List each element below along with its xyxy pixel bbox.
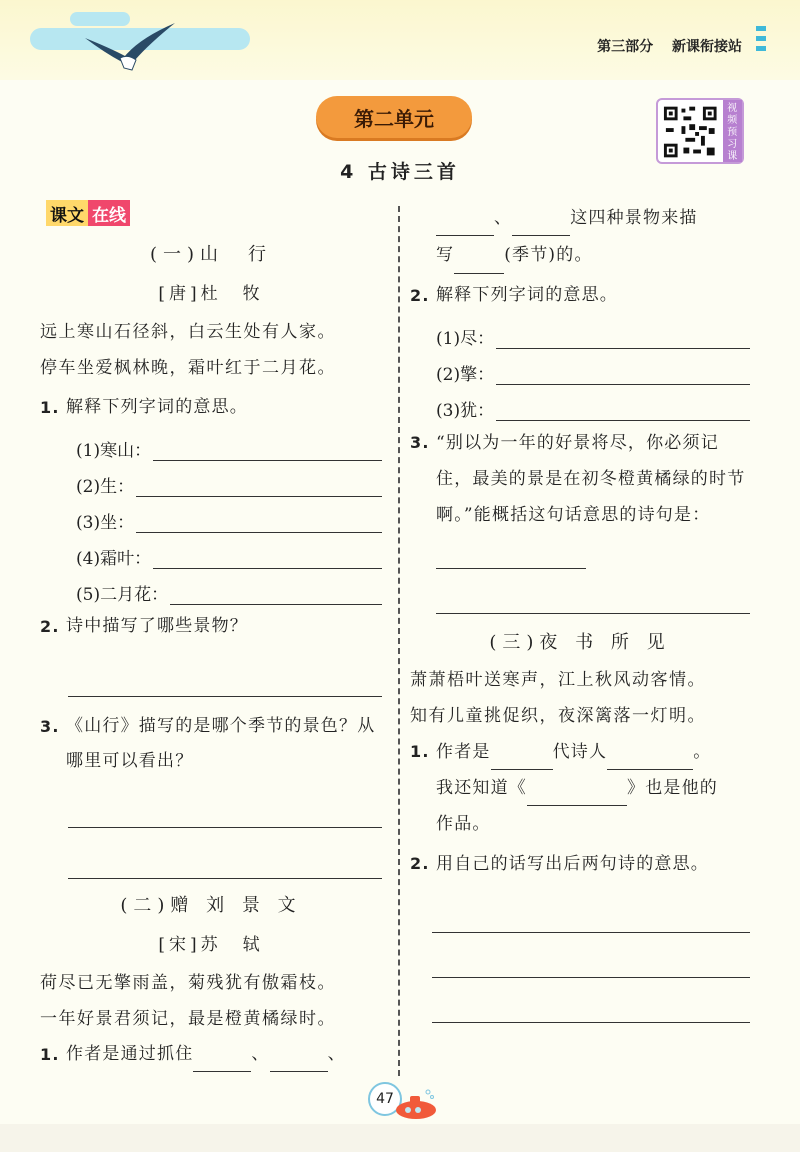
sub-question-label: (3)坐： — [76, 513, 135, 533]
answer-line[interactable] — [432, 977, 750, 978]
question — [40, 390, 382, 425]
question-number: 1. — [40, 1045, 60, 1064]
page-number: 47 — [368, 1082, 402, 1116]
question-text: 我还知道《 — [436, 778, 527, 798]
column-divider — [398, 206, 400, 1076]
answer-blank[interactable] — [436, 549, 586, 569]
answer-line[interactable] — [153, 547, 382, 569]
question-number: 1. — [40, 398, 60, 417]
question-continued — [410, 200, 750, 236]
sub-question-label: (5)二月花： — [76, 585, 169, 605]
poem-line: 远上寒山石径斜，白云生处有人家。 — [40, 322, 336, 342]
question — [40, 609, 382, 644]
sub-question-label: (4)霜叶： — [76, 549, 152, 569]
answer-line[interactable] — [496, 363, 750, 385]
answer-line[interactable] — [496, 399, 750, 421]
sub-question — [40, 569, 382, 605]
sub-question — [410, 313, 750, 349]
sub-question — [40, 497, 382, 533]
answer-line[interactable] — [170, 583, 382, 605]
question-text: 用自己的话写出后两句诗的意思。 — [436, 854, 709, 874]
sub-question-label: (1)寒山： — [76, 441, 152, 461]
question — [410, 425, 750, 569]
answer-line[interactable] — [496, 327, 750, 349]
poem-line: 知有儿童挑促织，夜深篱落一灯明。 — [410, 706, 706, 726]
right-column — [410, 200, 750, 1023]
sub-question — [40, 533, 382, 569]
question-number: 2. — [40, 617, 60, 636]
question-text: 作者是 — [436, 742, 491, 762]
header-part: 第三部分 — [597, 39, 654, 55]
sub-question — [410, 349, 750, 385]
question-text: (季节)的。 — [504, 245, 593, 265]
question-number: 2. — [410, 854, 430, 873]
question — [410, 734, 750, 842]
sub-question-label: (1)尽： — [436, 329, 495, 349]
submarine-icon — [392, 1088, 440, 1122]
poem-line: 萧萧梧叶送寒声，江上秋风动客情。 — [410, 670, 706, 690]
footer-band — [0, 1124, 800, 1152]
question-text: 写 — [436, 245, 455, 265]
header-band — [0, 0, 800, 80]
answer-line[interactable] — [68, 696, 382, 697]
answer-line[interactable] — [68, 827, 382, 828]
answer-line[interactable] — [436, 613, 750, 614]
answer-line[interactable] — [153, 439, 382, 461]
qr-label: 视频预习课 — [723, 100, 742, 162]
answer-line[interactable] — [136, 475, 382, 497]
question-text: 解释下列字词的意思。 — [66, 397, 248, 417]
answer-blank[interactable] — [607, 750, 693, 770]
question-continued — [410, 236, 750, 274]
sub-question-label: (2)擎： — [436, 365, 495, 385]
question-text: 这四种景物来描 — [570, 208, 698, 228]
answer-blank[interactable] — [454, 254, 504, 274]
question-text: 》也是他的 — [627, 778, 718, 798]
poem-line: 一年好景君须记，最是橙黄橘绿时。 — [40, 1009, 336, 1029]
sub-question — [410, 385, 750, 421]
sub-question-label: (2)生： — [76, 477, 135, 497]
unit-title: 第二单元 — [316, 96, 472, 138]
question-text: 。 — [693, 742, 712, 762]
question — [410, 278, 750, 313]
question-text: 代诗人 — [552, 742, 608, 762]
section-tag — [46, 200, 130, 226]
answer-line[interactable] — [136, 511, 382, 533]
header-text — [583, 36, 742, 56]
qr-code[interactable] — [656, 98, 744, 164]
separator: 、 — [494, 208, 513, 228]
question-number: 3. — [410, 433, 430, 452]
poem-title: (二)赠 刘 景 文 — [120, 895, 302, 916]
seagull-icon — [80, 18, 180, 78]
question — [40, 1037, 382, 1072]
bracket-icon — [754, 24, 770, 54]
question-text: 诗中描写了哪些景物？ — [66, 616, 248, 636]
poem-line: 停车坐爱枫林晚，霜叶红于二月花。 — [40, 358, 336, 378]
question-text: 作品。 — [436, 814, 491, 834]
sub-question — [40, 425, 382, 461]
section-tag-part2: 在线 — [88, 200, 130, 226]
answer-blank[interactable] — [491, 750, 553, 770]
qr-code-icon — [662, 104, 719, 160]
poem-title: (三)夜 书 所 见 — [489, 632, 671, 653]
separator: 、 — [251, 1044, 270, 1064]
answer-blank[interactable] — [527, 786, 627, 806]
lesson-title: 4 古诗三首 — [340, 161, 460, 183]
question — [40, 709, 382, 779]
poem-author: [唐]杜 牧 — [158, 284, 264, 304]
sub-question-label: (3)犹： — [436, 401, 495, 421]
answer-line[interactable] — [432, 932, 750, 933]
question-text: 作者是通过抓住 — [66, 1044, 194, 1064]
answer-line[interactable] — [68, 878, 382, 879]
left-column — [40, 236, 382, 1072]
question-number: 1. — [410, 742, 430, 761]
section-tag-part1: 课文 — [46, 200, 88, 226]
question-text: 《山行》描写的是哪个季节的景色？从哪里可以看出？ — [66, 716, 376, 771]
question-number: 3. — [40, 717, 60, 736]
poem-title: (一)山 行 — [149, 244, 273, 265]
question — [410, 846, 750, 882]
header-section: 新课衔接站 — [672, 39, 742, 55]
question-text: “别以为一年的好景将尽，你必须记住，最美的景是在初冬橙黄橘绿的时节啊。”能概括这句话意思的诗句是： — [436, 433, 746, 525]
sub-question — [40, 461, 382, 497]
separator: 、 — [327, 1044, 346, 1064]
answer-blank[interactable] — [193, 1052, 251, 1072]
poem-author: [宋]苏 轼 — [158, 935, 264, 955]
answer-blank[interactable] — [436, 216, 494, 236]
answer-line[interactable] — [432, 1022, 750, 1023]
answer-blank[interactable] — [512, 216, 570, 236]
question-text: 解释下列字词的意思。 — [436, 285, 618, 305]
question-number: 2. — [410, 286, 430, 305]
answer-blank[interactable] — [270, 1052, 328, 1072]
poem-line: 荷尽已无擎雨盖，菊残犹有傲霜枝。 — [40, 973, 336, 993]
